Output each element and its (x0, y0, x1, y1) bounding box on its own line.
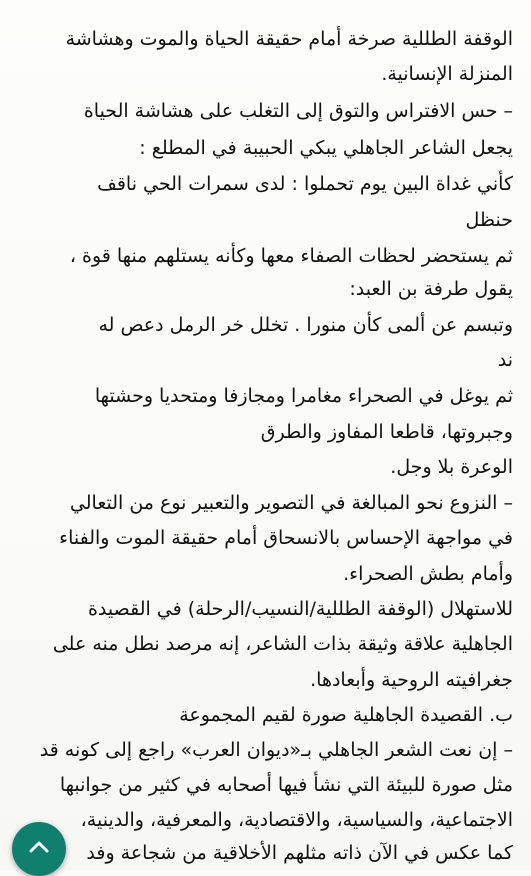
text-line: الاجتماعية، والسياسية، والاقتصادية، والمعرفية، والدينية، (80, 809, 513, 831)
text-line: حنظل (465, 209, 513, 231)
text-line: ثم يوغل في الصحراء مغامرا ومجازفا ومتحديا وحشتها (94, 385, 513, 407)
text-line: – إن نعت الشعر الجاهلي بـ«ديوان العرب» راجع إلى كونه قد (39, 739, 513, 761)
chevron-up-icon (26, 834, 52, 860)
scroll-up-button[interactable] (12, 822, 66, 876)
text-line: وأمام بطش الصحراء. (343, 563, 513, 585)
text-line: ثم يستحضر لحظات الصفاء معها وكأنه يستلهم منها قوة ، (69, 245, 513, 267)
text-line: يجعل الشاعر الجاهلي يبكي الحبيبة في المطلع : (139, 137, 513, 159)
text-line: المنزلة الإنسانية. (381, 63, 513, 85)
text-line: وتبسم عن ألمى كأن منورا . تخلل خر الرمل دعص له (98, 314, 513, 336)
text-line: ب. القصيدة الجاهلية صورة لقيم المجموعة (179, 704, 513, 726)
text-line: للاستهلال (الوقفة الطللية/النسيب/الرحلة) في القصيدة (87, 598, 513, 620)
text-line: وجبروتها، قاطعا المفاوز والطرق (260, 421, 513, 443)
text-line: جغرافيته الروحية وأبعادها. (310, 669, 513, 691)
text-line: الوعرة بلا وجل. (390, 456, 513, 478)
text-line: الوقفة الطللية صرخة أمام حقيقة الحياة والموت وهشاشة (65, 28, 513, 50)
text-line: الجاهلية علاقة وثيقة بذات الشاعر، إنه مرصد نطل منه على (52, 633, 513, 655)
text-line: مثل صورة للبيئة التي نشأ فيها أصحابه في كثير من جوانبها (59, 774, 513, 796)
text-line: في مواجهة الإحساس بالانسحاق أمام حقيقة الموت والفناء (59, 527, 513, 549)
text-line: كما عكس في الآن ذاته مثلهم الأخلاقية من شجاعة وفد (86, 842, 513, 864)
text-line: – حس الافتراس والتوق إلى التغلب على هشاشة الحياة (83, 100, 513, 122)
text-line: كأني غداة البين يوم تحملوا : لدى سمرات الحي ناقف (97, 173, 513, 195)
text-line: – النزوع نحو المبالغة في التصوير والتعبير نوع من التعالي (69, 492, 513, 514)
text-line: ند (497, 349, 513, 371)
text-line: يقول طرفة بن العبد: (349, 278, 513, 300)
